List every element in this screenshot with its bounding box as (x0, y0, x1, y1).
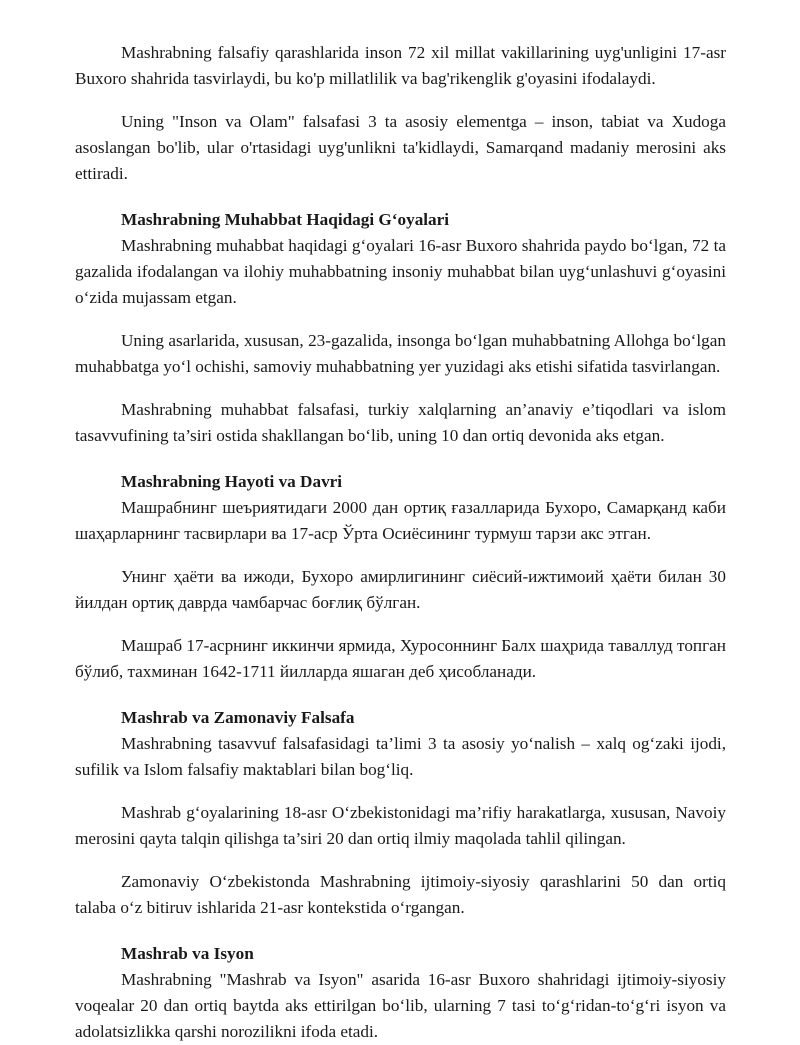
paragraph: Машрабнинг шеъриятидаги 2000 дан ортиқ ғазалларида Бухоро, Самарқанд каби шаҳарларнинг тасвирлари ва 17-аср Ўрта Осиёсининг турмуш тарзи акс этган. (75, 498, 726, 543)
paragraph: Mashrab g‘oyalarining 18-asr O‘zbekistonidagi ma’rifiy harakatlarga, xususan, Navoiy merosini qayta talqin qilishga ta’siri 20 dan ortiq ilmiy maqolada tahlil qilingan. (75, 803, 726, 848)
section-heading: Mashrab va Zamonaviy Falsafa (121, 708, 355, 727)
paragraph: Zamonaviy O‘zbekistonda Mashrabning ijtimoiy-siyosiy qarashlarini 50 dan ortiq talaba o‘z bitiruv ishlarida 21-asr kontekstida o‘rgangan. (75, 872, 726, 917)
paragraph: Mashrabning falsafiy qarashlarida inson 72 xil millat vakillarining uyg'unligini 17-asr Buxoro shahrida tasvirlaydi, bu ko'p millatlilik va bag'rikenglik g'oyasini ifodalaydi. (75, 43, 726, 88)
paragraph: Mashrabning muhabbat haqidagi g‘oyalari 16-asr Buxoro shahrida paydo bo‘lgan, 72 ta gazalida ifodalangan va ilohiy muhabbatning insoniy muhabbat bilan uyg‘unlashuvi g‘oyasini o‘zida mujassam etgan. (75, 236, 726, 307)
section-heading: Mashrab va Isyon (121, 944, 254, 963)
section-heading: Mashrabning Hayoti va Davri (121, 472, 343, 491)
paragraph: Mashrabning muhabbat falsafasi, turkiy xalqlarning an’anaviy e’tiqodlari va islom tasavvufining ta’siri ostida shakllangan bo‘lib, uning 10 dan ortiq devonida aks etgan. (75, 400, 726, 445)
paragraph: Uning asarlarida, xususan, 23-gazalida, insonga bo‘lgan muhabbatning Allohga bo‘lgan muhabbatga yo‘l ochishi, samoviy muhabbatning yer yuzidagi aks etishi sifatida tasvirlangan. (75, 331, 726, 376)
document-page (75, 40, 726, 1045)
paragraph: Uning "Inson va Olam" falsafasi 3 ta asosiy elementga – inson, tabiat va Xudoga asoslangan bo'lib, ular o'rtasidagi uyg'unlikni ta'kidlaydi, Samarqand madaniy merosini aks ettiradi. (75, 112, 726, 183)
paragraph: Mashrabning "Mashrab va Isyon" asarida 16-asr Buxoro shahridagi ijtimoiy-siyosiy voqealar 20 dan ortiq baytda aks ettirilgan bo‘lib, ularning 7 tasi to‘g‘ridan-to‘g‘ri isyon va adolatsizlikka qarshi norozilikni ifoda etadi. (75, 970, 726, 1041)
section-heading: Mashrabning Muhabbat Haqidagi G‘oyalari (121, 210, 450, 229)
paragraph: Mashrabning tasavvuf falsafasidagi ta’limi 3 ta asosiy yo‘nalish – xalq og‘zaki ijodi, sufilik va Islom falsafiy maktablari bilan bog‘liq. (75, 734, 726, 779)
paragraph: Машраб 17-асрнинг иккинчи ярмида, Хуросоннинг Балх шаҳрида таваллуд топган бўлиб, тахминан 1642-1711 йилларда яшаган деб ҳисобланади. (75, 636, 727, 681)
paragraph: Унинг ҳаёти ва ижоди, Бухоро амирлигининг сиёсий-ижтимоий ҳаёти билан 30 йилдан ортиқ даврда чамбарчас боғлиқ бўлган. (75, 567, 726, 612)
